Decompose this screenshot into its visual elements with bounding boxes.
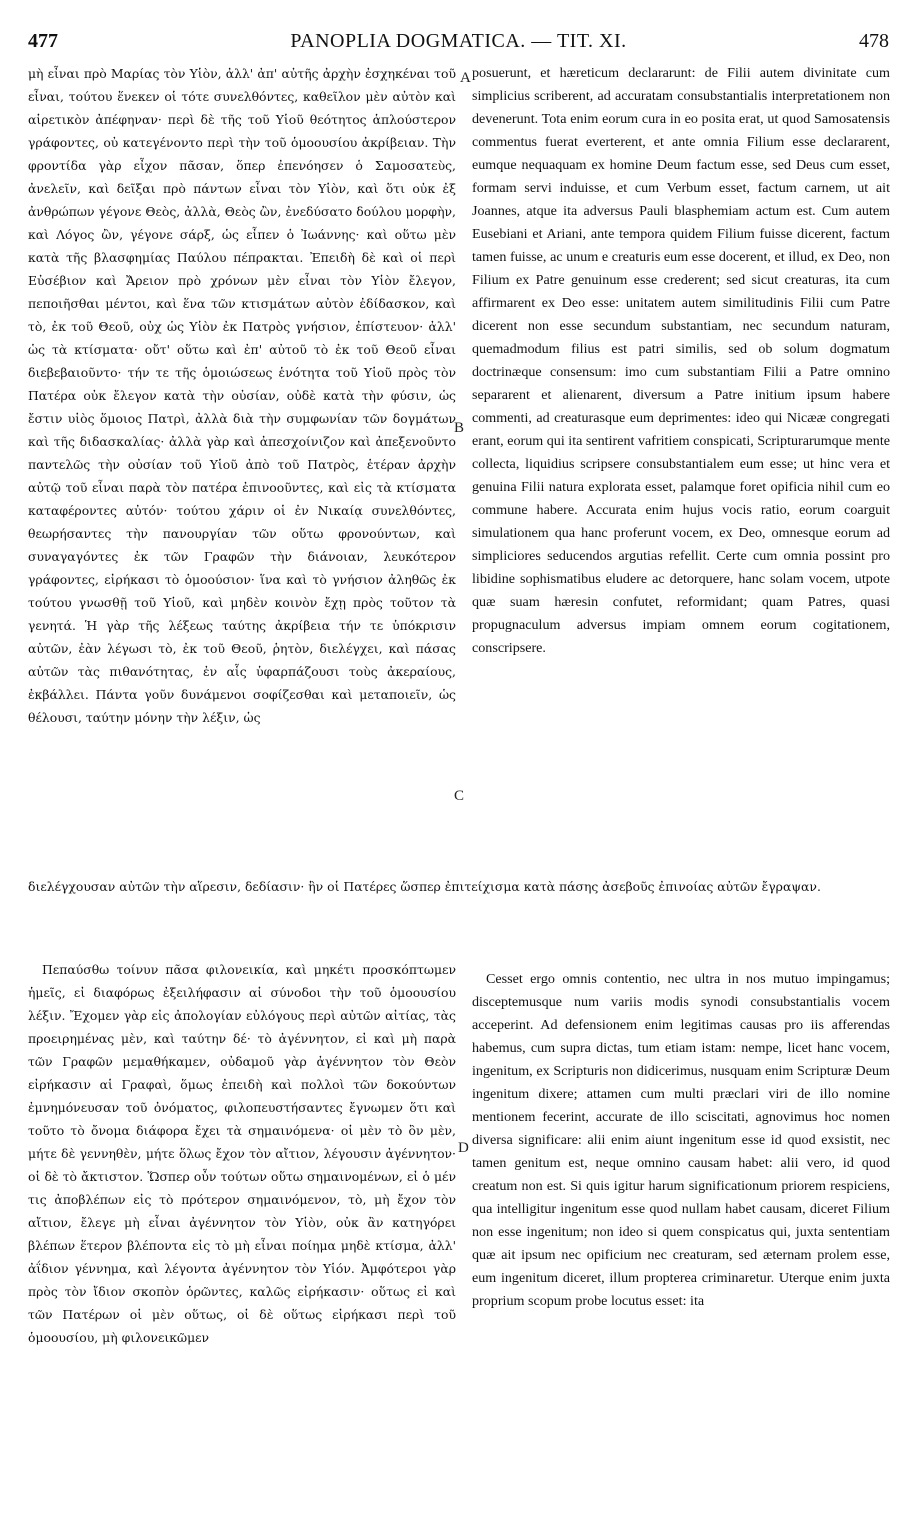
page-number-left: 477 (28, 30, 58, 52)
margin-letter-b: B (454, 420, 465, 436)
greek-column-lower (28, 958, 456, 1528)
page-header (28, 30, 889, 58)
page-number-right: 478 (859, 30, 889, 52)
latin-paragraph-1: posuerunt, et hæreticum declararunt: de Filii autem divinitate cum simplicius scriberent, ad accuratam consubstantialis interpretationem non devenerunt. Tota enim eorum cura in eo posita erat, ut quod Samosatensis commentus fuerat everterent, et ante omnia Filium esse declararent, eumque nequaquam ex homine Deum factum esse, sed Deus cum esset, formam servi induisse, et cum Verbum esset, factum carnem, ut ait Joannes, atque ita adversus Pauli blasphemiam actum est. Cum autem Eusebiani et Ariani, ante tempora quidem Filium fuisse dicerent, factum tamen fuisse, ac unum e creaturis eum esse docerent, et illud, ex Deo, non Filium ex Patre genuinum esse crederent; sed sicut creaturas, ita cum affirmarent ex Deo esse: unitatem autem similitudinis Filii cum Patre dicerent non esse secundum substantiam, nec secundum naturam, quemadmodum filius est patri similis, sed ob solum dogmatum doctrinæque consensum: imo cum substantiam Filii a Patre omnino separarent et alienarent, diversum a Patre initium ipsum habere commenti, ad creaturasque eum deprimentes: ideo qui Nicææ congregati erant, eorum qui ita sentirent vafritiem conspicati, Scripturarumque mente collecta, liquidius scripsere consubstantialem eum esse; ut hinc vera et genuina Filii natura explorata esset, palamque foret opificia nihil cum eo commune habere. Accurata enim hujus vocis ratio, eorum coarguit simulationem qua hanc proferunt vocem, ex Deo, omnesque eorum ad simpliciores seducendos argutias refellit. Certe cum omnia possint pro libidine sophismatibus eludere ac detorquere, hanc solam vocem, utpote quæ suam hæresin confutet, reformidant; quam Patres, quasi propugnaculum adversus impiam omnem eorum cogitationem, conscripsere. (472, 65, 890, 656)
margin-letter-c: C (454, 788, 465, 804)
greek-paragraph-2: Πεπαύσθω τοίνυν πᾶσα φιλονεικία, καὶ μηκέτι προσκόπτωμεν ἡμεῖς, εἰ διαφόρως ἐξειλήφασιν αἱ σύνοδοι τὴν τοῦ ὁμοουσίου λέξιν. Ἔχομεν γὰρ εἰς ἀπολογίαν εὐλόγους περὶ αὐτῶν αἰτίας, τὰς προειρημένας μὲν, καὶ ταύτην δέ· τὸ ἀγέννητον, εἰ καὶ μὴ παρὰ τῶν Γραφῶν μεμαθήκαμεν, οὐδαμοῦ γὰρ ἀγέννητον τὸν Θεὸν εἰρήκασιν αἱ Γραφαὶ, ὅμως ἐπειδὴ καὶ πολλοὶ τῶν δοκούντων ἐμνημόνευσαν τοῦ ὀνόματος, φιλοπευστήσαντες ἔγνωμεν ὅτι καὶ τοῦτο τὸ ὄνομα διάφορα ἔχει τὰ σημαινόμενα· οἱ μὲν τὸ ὂν μὲν, μήτε δὲ γεννηθὲν, μήτε ὅλως ἔχον τὸν αἴτιον, λέγουσιν ἀγέννητον· οἱ δὲ τὸ ἄκτιστον. Ὥσπερ οὖν τούτων οὕτω σημαινομένων, εἰ ὁ μέν τις ἀποβλέπων εἰς τὸ πρότερον σημαινόμενον, τὸ, μὴ ἔχον τὸν αἴτιον, ἔλεγε μὴ εἶναι ἀγέννητον τὸν Υἱὸν, οὐκ ἂν κατηγόρει βλέπων ἕτερον βλέποντα εἰς τὸ μὴ εἶναι ποίημα μηδὲ κτίσμα, ἀλλ' ἀΐδιον γέννημα, καὶ λέγοντα ἀγέννητον τὸν Υἱόν. Ἀμφότεροι γὰρ πρὸς τὸν ἴδιον σκοπὸν ὁρῶντες, καλῶς εἰρήκασιν· οὕτως εἰ καὶ τῶν Πατέρων οἱ μὲν οὕτως, οἱ δὲ οὕτως εἰρήκασι περὶ τοῦ ὁμοουσίου, μὴ φιλονεικῶμεν (28, 962, 456, 1345)
greek-column-upper (28, 62, 456, 870)
latin-paragraph-2: Cesset ergo omnis contentio, nec ultra in nos mutuo impingamus; disceptemusque num variis modis synodi consubstantialis vocem acceperint. Ad defensionem enim legitimas causas pro iis afferendas habemus, cum supra dictas, tum etiam istam: nempe, licet hanc vocem, ingenitum, ex Scripturis non didicerimus, nusquam enim Scripturæ Deum ingenitum dixere; attamen cum multi præclari viri de illo nomine mentionem fecerint, accurate de illo sciscitati, agnovimus hoc nomen diversa significare: alii enim aiunt ingenitum esse id quod exsistit, nec tamen genitum est, neque omnino causam habet: alii vero, id quod creatum non est. Si quis igitur harum significationum priorem respiciens, qua intelligitur ingenitum esse quod nullam habet causam, diceret Filium non esse ingenitum; non ideo si quem conspicatus qui, juxta sententiam quæ ait ipsum nec opificium nec creaturam, sed æternam prolem esse, eum ingenitum diceret, illum propterea criminaretur. Uterque enim juxta proprium scopum probe locutus esset: ita (472, 971, 890, 1309)
running-title: PANOPLIA DOGMATICA. — TIT. XI. (290, 30, 627, 52)
margin-letter-a: A (460, 70, 471, 86)
greek-closing-sentence: διελέγχουσαν αὐτῶν τὴν αἵρεσιν, δεδίασιν· ἣν οἱ Πατέρες ὥσπερ ἐπιτείχισμα κατὰ πάσης ἀσεβοῦς ἐπινοίας αὐτῶν ἔγραψαν. (28, 879, 821, 894)
margin-letter-d: D (458, 1140, 469, 1156)
greek-full-width-line (28, 875, 890, 923)
latin-column-upper (472, 62, 890, 912)
greek-paragraph-1: μὴ εἶναι πρὸ Μαρίας τὸν Υἱὸν, ἀλλ' ἀπ' αὐτῆς ἀρχὴν ἐσχηκέναι τοῦ εἶναι, τούτου ἕνεκεν οἱ τότε συνελθόντες, καθεῖλον μὲν αὐτὸν καὶ αἱρετικὸν ἀπέφηναν· περὶ δὲ τῆς τοῦ Υἱοῦ θεότητος ἁπλούστερον γράφοντες, οὐ κατεγένοντο περὶ τὴν τοῦ ὁμοουσίου ἀκρίβειαν. Τὴν φροντίδα γὰρ εἶχον πᾶσαν, ὅπερ ἐπενόησεν ὁ Σαμοσατεὺς, ἀνελεῖν, καὶ δεῖξαι πρὸ πάντων εἶναι τὸν Υἱὸν, καὶ ὅτι οὐκ ἐξ ἀνθρώπων γέγονε Θεὸς, ἀλλὰ, Θεὸς ὢν, ἐνεδύσατο δούλου μορφὴν, καὶ Λόγος ὢν, γέγονε σάρξ, ὡς εἶπεν ὁ Ἰωάννης· καὶ οὕτω μὲν κατὰ τῆς βλασφημίας Παύλου πέπρακται. Ἐπειδὴ δὲ καὶ οἱ περὶ Εὐσέβιον καὶ Ἄρειον πρὸ χρόνων μὲν εἶναι τὸν Υἱὸν ἔλεγον, πεποιῆσθαι μέντοι, καὶ ἕνα τῶν κτισμάτων αὐτὸν ἐδίδασκον, καὶ τὸ, ἐκ τοῦ Θεοῦ, οὐχ ὡς Υἱὸν ἐκ Πατρὸς γνήσιον, ἐπίστευον· ἀλλ' ὡς τὰ κτίσματα· οὔτ' οὕτω καὶ ἐπ' αὐτοῦ τὸ ἐκ τοῦ Θεοῦ εἶναι διεβεβαιοῦντο· τήν τε τῆς ὁμοιώσεως ἑνότητα τοῦ Υἱοῦ πρὸς τὸν Πατέρα οὐκ ἔλεγον κατὰ τὴν οὐσίαν, οὐδὲ κατὰ τὴν φύσιν, ὡς ἔστιν υἱὸς ὅμοιος Πατρὶ, ἀλλὰ διὰ τὴν συμφωνίαν τῶν δογμάτων καὶ τῆς διδασκαλίας· ἀλλὰ γὰρ καὶ ἀπεσχοίνιζον καὶ ἀπεξενοῦντο παντελῶς τὴν οὐσίαν τοῦ Υἱοῦ ἀπὸ τοῦ Πατρὸς, ἑτέραν ἀρχὴν αὐτῷ τοῦ εἶναι παρὰ τὸν πατέρα ἐπινοοῦντες, καὶ εἰς τὰ κτίσματα καταφέροντες αὐτόν· τούτου χάριν οἱ ἐν Νικαίᾳ συνελθόντες, θεωρήσαντες τὴν πανουργίαν τῶν οὕτω φρονούντων, καὶ συναγαγόντες ἐκ τῶν Γραφῶν τὴν διάνοιαν, λευκότερον γράφοντες, εἰρήκασι τὸ ὁμοούσιον· ἵνα καὶ τὸ γνήσιον ἀληθῶς ἐκ τούτου γνωσθῇ τοῦ Υἱοῦ, καὶ μηδὲν κοινὸν ἔχῃ πρὸς τοῦτον τὰ γενητά. Ἡ γὰρ τῆς λέξεως ταύτης ἀκρίβεια τήν τε ὑπόκρισιν αὐτῶν, ἐὰν λέγωσι τὸ, ἐκ τοῦ Θεοῦ, ῥητὸν, διελέγχει, καὶ πάσας αὐτῶν τὰς πιθανότητας, ἐν αἷς ὑφαρπάζουσι τοὺς ἀκεραίους, ἐκβάλλει. Πάντα γοῦν δυνάμενοι σοφίζεσθαι καὶ μεταποιεῖν, ὡς θέλουσι, ταύτην μόνην τὴν λέξιν, ὡς (28, 66, 456, 725)
latin-column-lower (472, 968, 890, 1528)
